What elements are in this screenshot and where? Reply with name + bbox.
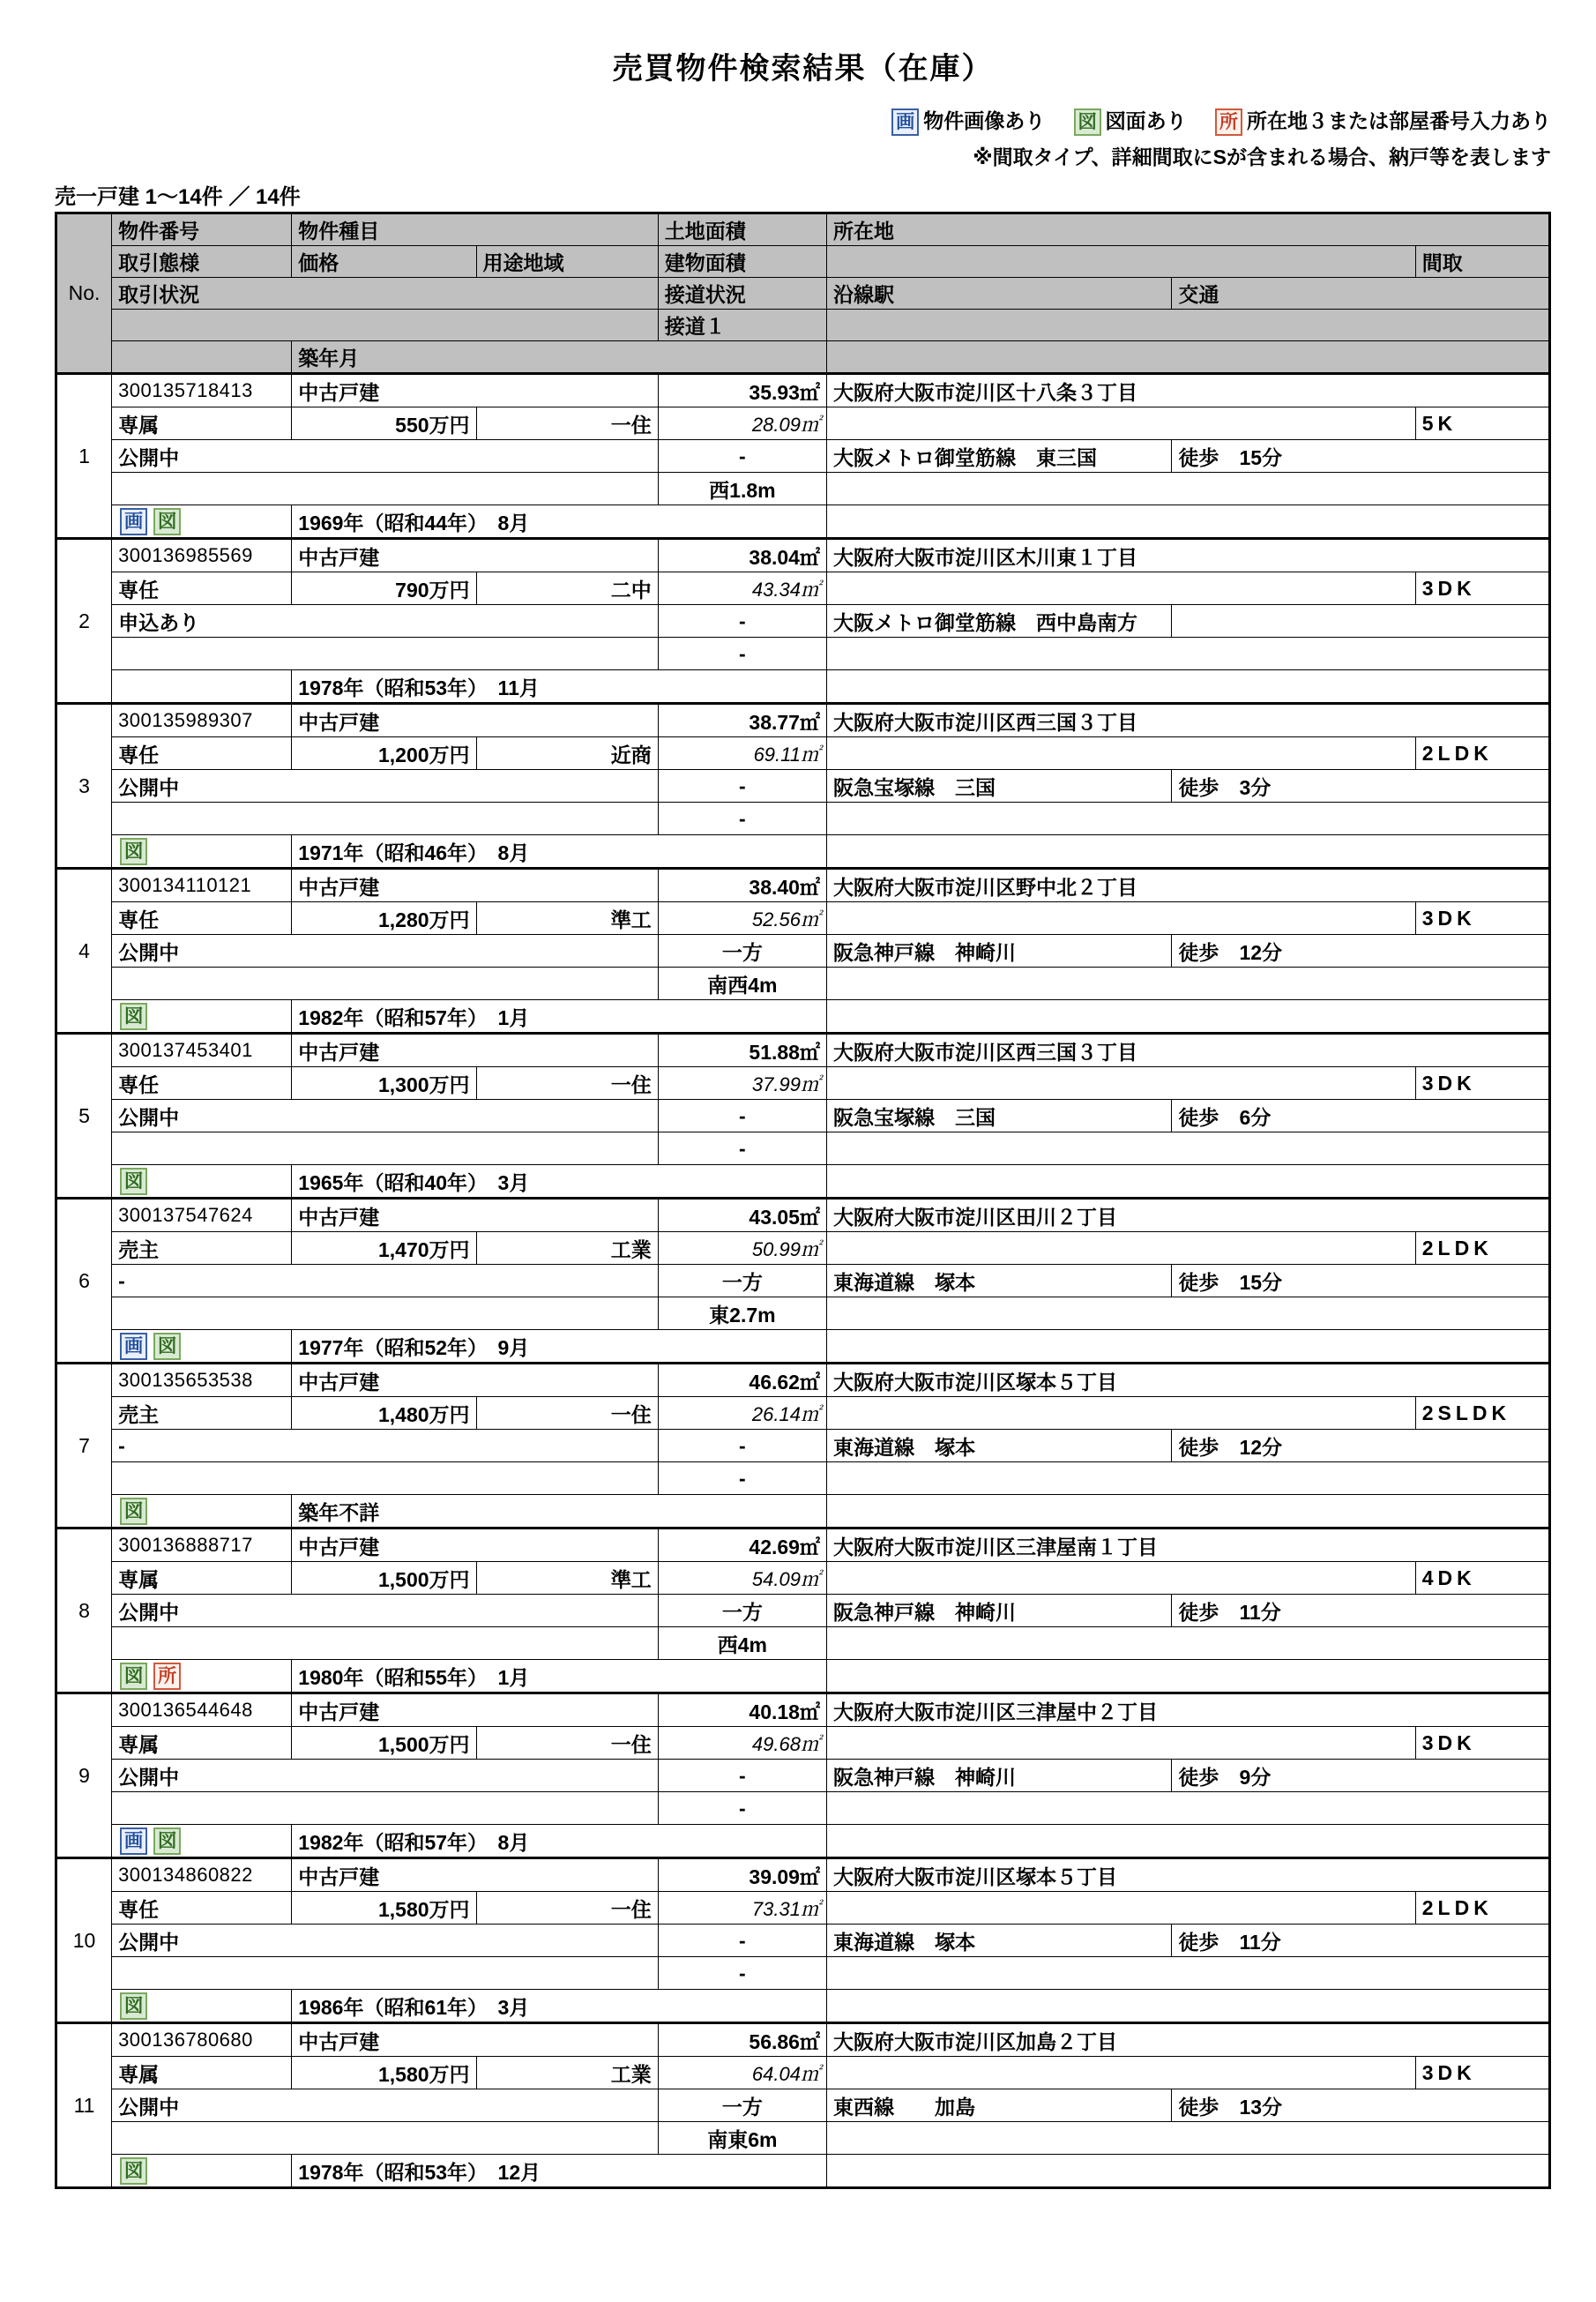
record-no-cell: 1 [56, 374, 112, 539]
building-area-cell: 69.11㎡ [658, 737, 826, 770]
drawing-icon: 図 [1074, 108, 1101, 136]
road-status-cell: - [658, 1925, 826, 1957]
property-image-icon: 画 [891, 108, 919, 136]
road-status-cell: 一方 [658, 1595, 826, 1627]
road1-cell: 南東6m [658, 2122, 826, 2155]
record-spacer [826, 902, 1415, 935]
property-type-cell: 中古戸建 [292, 869, 658, 902]
address-cell: 大阪府大阪市淀川区西三国３丁目 [826, 704, 1549, 737]
record-spacer [826, 670, 1549, 704]
zoning-cell: 一住 [476, 1892, 658, 1925]
record-spacer [826, 1132, 1549, 1165]
indicator-icons-cell [112, 1990, 292, 2023]
legend-item-drawing [1074, 109, 1192, 132]
land-area-cell: 38.04㎡ [658, 539, 826, 572]
transaction-status-cell: - [112, 1430, 659, 1462]
address-cell: 大阪府大阪市淀川区田川２丁目 [826, 1199, 1549, 1232]
road-status-cell: 一方 [658, 2089, 826, 2122]
transaction-style-cell: 専属 [112, 2057, 292, 2089]
address-entered-icon: 所 [1215, 108, 1242, 136]
page-title: 売買物件検索結果（在庫） [612, 52, 994, 86]
header-no: No. [56, 213, 112, 374]
property-type-cell: 中古戸建 [292, 1858, 658, 1892]
drawing-indicator-icon: 図 [120, 1003, 147, 1030]
building-area-cell: 28.09㎡ [658, 407, 826, 440]
header-transaction-status: 取引状況 [112, 278, 659, 310]
transaction-status-cell: - [112, 1265, 659, 1297]
property-record [56, 1858, 1550, 2023]
record-spacer [112, 1627, 659, 1660]
record-spacer [826, 407, 1415, 440]
zoning-cell: 工業 [476, 1232, 658, 1265]
transaction-status-cell: 公開中 [112, 440, 659, 473]
price-cell: 790万円 [292, 572, 476, 605]
record-no-cell: 9 [56, 1693, 112, 1858]
record-spacer [112, 1132, 659, 1165]
legend-note: ※間取タイプ、詳細間取にSが含まれる場合、納戸等を表します [973, 146, 1551, 169]
built-date-cell: 1978年（昭和53年） 12月 [292, 2155, 827, 2188]
property-number-cell: 300136780680 [112, 2023, 292, 2057]
building-area-cell: 37.99㎡ [658, 1067, 826, 1100]
line-station-cell: 阪急神戸線 神崎川 [826, 1760, 1171, 1792]
access-cell: 徒歩 3分 [1172, 770, 1550, 803]
drawing-indicator-icon: 図 [120, 1663, 147, 1690]
property-number-cell: 300137547624 [112, 1199, 292, 1232]
layout-cell: 3DK [1415, 1727, 1549, 1760]
record-spacer [112, 2122, 659, 2155]
record-spacer [826, 1957, 1549, 1990]
building-area-cell: 52.56㎡ [658, 902, 826, 935]
road-status-cell: - [658, 605, 826, 638]
property-record [56, 1364, 1550, 1528]
built-date-cell: 1982年（昭和57年） 8月 [292, 1825, 827, 1858]
built-date-cell: 1965年（昭和40年） 3月 [292, 1165, 827, 1199]
header-building-area: 建物面積 [658, 246, 826, 278]
property-number-cell: 300136985569 [112, 539, 292, 572]
property-type-cell: 中古戸建 [292, 1693, 658, 1727]
price-cell: 1,480万円 [292, 1397, 476, 1430]
property-type-cell: 中古戸建 [292, 1034, 658, 1067]
drawing-indicator-icon: 図 [120, 1992, 147, 2020]
property-number-cell: 300135718413 [112, 374, 292, 407]
line-station-cell: 阪急宝塚線 三国 [826, 1100, 1171, 1132]
line-station-cell: 東海道線 塚本 [826, 1265, 1171, 1297]
drawing-indicator-icon: 図 [153, 1827, 181, 1855]
transaction-style-cell: 専任 [112, 737, 292, 770]
transaction-status-cell: 公開中 [112, 1760, 659, 1792]
building-area-cell: 26.14㎡ [658, 1397, 826, 1430]
access-cell: 徒歩 11分 [1172, 1925, 1550, 1957]
land-area-cell: 40.18㎡ [658, 1693, 826, 1727]
transaction-status-cell: 公開中 [112, 935, 659, 968]
indicator-icons-cell [112, 670, 292, 704]
property-record [56, 1693, 1550, 1858]
land-area-cell: 46.62㎡ [658, 1364, 826, 1397]
record-spacer [826, 1165, 1549, 1199]
image-indicator-icon: 画 [120, 1333, 147, 1360]
property-record [56, 704, 1550, 869]
road-status-cell: - [658, 1100, 826, 1132]
price-cell: 550万円 [292, 407, 476, 440]
legend-drawing-label: 図面あり [1105, 109, 1187, 132]
header-road-status: 接道状況 [658, 278, 826, 310]
property-number-cell: 300134110121 [112, 869, 292, 902]
record-spacer [826, 1627, 1549, 1660]
layout-cell: 2LDK [1415, 1232, 1549, 1265]
header-property-number: 物件番号 [112, 213, 292, 246]
record-spacer [826, 1495, 1549, 1528]
legend-item-address [1215, 109, 1551, 132]
header-transaction-style: 取引態様 [112, 246, 292, 278]
access-cell: 徒歩 9分 [1172, 1760, 1550, 1792]
record-spacer [826, 2057, 1415, 2089]
transaction-status-cell: 公開中 [112, 770, 659, 803]
road-status-cell: - [658, 770, 826, 803]
building-area-cell: 64.04㎡ [658, 2057, 826, 2089]
property-number-cell: 300136544648 [112, 1693, 292, 1727]
line-station-cell: 阪急神戸線 神崎川 [826, 1595, 1171, 1627]
header-address: 所在地 [826, 213, 1549, 246]
record-no-cell: 7 [56, 1364, 112, 1528]
land-area-cell: 38.40㎡ [658, 869, 826, 902]
record-spacer [112, 1957, 659, 1990]
transaction-style-cell: 売主 [112, 1232, 292, 1265]
zoning-cell: 一住 [476, 1727, 658, 1760]
record-spacer [826, 1067, 1415, 1100]
zoning-cell: 近商 [476, 737, 658, 770]
building-area-cell: 50.99㎡ [658, 1232, 826, 1265]
built-date-cell: 1978年（昭和53年） 11月 [292, 670, 827, 704]
property-type-cell: 中古戸建 [292, 539, 658, 572]
header-zoning: 用途地域 [476, 246, 658, 278]
record-spacer [826, 1297, 1549, 1330]
indicator-icons-cell [112, 1330, 292, 1364]
price-cell: 1,500万円 [292, 1727, 476, 1760]
road1-cell: - [658, 1462, 826, 1495]
layout-cell: 3DK [1415, 572, 1549, 605]
report-body [55, 44, 1551, 2189]
price-cell: 1,300万円 [292, 1067, 476, 1100]
header-line-station: 沿線駅 [826, 278, 1171, 310]
record-no-cell: 11 [56, 2023, 112, 2188]
record-spacer [826, 1232, 1415, 1265]
legend-image-label: 物件画像あり [923, 109, 1046, 132]
record-spacer [826, 1892, 1415, 1925]
road-status-cell: 一方 [658, 935, 826, 968]
layout-cell: 4DK [1415, 1562, 1549, 1595]
price-cell: 1,280万円 [292, 902, 476, 935]
built-date-cell: 1971年（昭和46年） 8月 [292, 835, 827, 869]
drawing-indicator-icon: 図 [120, 1498, 147, 1525]
access-cell: 徒歩 15分 [1172, 1265, 1550, 1297]
record-no-cell: 8 [56, 1528, 112, 1693]
header-property-type: 物件種目 [292, 213, 658, 246]
property-number-cell: 300135653538 [112, 1364, 292, 1397]
header-spacer [112, 341, 292, 374]
zoning-cell: 工業 [476, 2057, 658, 2089]
access-cell: 徒歩 11分 [1172, 1595, 1550, 1627]
land-area-cell: 51.88㎡ [658, 1034, 826, 1067]
land-area-cell: 42.69㎡ [658, 1528, 826, 1562]
header-spacer [826, 341, 1549, 374]
address-cell: 大阪府大阪市淀川区西三国３丁目 [826, 1034, 1549, 1067]
zoning-cell: 一住 [476, 407, 658, 440]
property-record [56, 1528, 1550, 1693]
line-station-cell: 東海道線 塚本 [826, 1430, 1171, 1462]
record-spacer [112, 473, 659, 505]
indicator-icons-cell [112, 505, 292, 539]
land-area-cell: 43.05㎡ [658, 1199, 826, 1232]
access-cell: 徒歩 12分 [1172, 1430, 1550, 1462]
access-cell [1172, 605, 1550, 638]
record-no-cell: 4 [56, 869, 112, 1034]
road1-cell: 東2.7m [658, 1297, 826, 1330]
address-cell: 大阪府大阪市淀川区三津屋南１丁目 [826, 1528, 1549, 1562]
record-spacer [826, 1990, 1549, 2023]
zoning-cell: 二中 [476, 572, 658, 605]
layout-cell: 3DK [1415, 2057, 1549, 2089]
header-spacer [826, 310, 1549, 341]
road1-cell: - [658, 1957, 826, 1990]
address-cell: 大阪府大阪市淀川区野中北２丁目 [826, 869, 1549, 902]
price-cell: 1,580万円 [292, 2057, 476, 2089]
legend-item-image [891, 109, 1050, 132]
transaction-style-cell: 専任 [112, 1067, 292, 1100]
access-cell: 徒歩 12分 [1172, 935, 1550, 968]
land-area-cell: 56.86㎡ [658, 2023, 826, 2057]
line-station-cell: 阪急神戸線 神崎川 [826, 935, 1171, 968]
line-station-cell: 阪急宝塚線 三国 [826, 770, 1171, 803]
report-page [0, 44, 1596, 2302]
record-spacer [826, 2155, 1549, 2188]
layout-cell: 2LDK [1415, 1892, 1549, 1925]
line-station-cell: 大阪メトロ御堂筋線 西中島南方 [826, 605, 1171, 638]
access-cell: 徒歩 13分 [1172, 2089, 1550, 2122]
zoning-cell: 準工 [476, 902, 658, 935]
record-spacer [826, 1462, 1549, 1495]
record-spacer [826, 1562, 1415, 1595]
address-cell: 大阪府大阪市淀川区三津屋中２丁目 [826, 1693, 1549, 1727]
record-spacer [112, 1297, 659, 1330]
header-built: 築年月 [292, 341, 827, 374]
property-record [56, 1034, 1550, 1199]
built-date-cell: 1969年（昭和44年） 8月 [292, 505, 827, 539]
property-number-cell: 300136888717 [112, 1528, 292, 1562]
transaction-style-cell: 専任 [112, 1892, 292, 1925]
property-type-cell: 中古戸建 [292, 1199, 658, 1232]
property-number-cell: 300135989307 [112, 704, 292, 737]
property-record [56, 539, 1550, 704]
record-spacer [826, 968, 1549, 1000]
header-spacer [826, 246, 1415, 278]
layout-cell: 2SLDK [1415, 1397, 1549, 1430]
transaction-style-cell: 専属 [112, 1727, 292, 1760]
drawing-indicator-icon: 図 [120, 1168, 147, 1195]
access-cell: 徒歩 15分 [1172, 440, 1550, 473]
indicator-icons-cell [112, 835, 292, 869]
image-indicator-icon: 画 [120, 508, 147, 535]
record-no-cell: 5 [56, 1034, 112, 1199]
record-spacer [112, 638, 659, 670]
line-station-cell: 東西線 加島 [826, 2089, 1171, 2122]
address-cell: 大阪府大阪市淀川区塚本５丁目 [826, 1364, 1549, 1397]
transaction-status-cell: 公開中 [112, 1100, 659, 1132]
road1-cell: 西4m [658, 1627, 826, 1660]
line-station-cell: 大阪メトロ御堂筋線 東三国 [826, 440, 1171, 473]
property-record [56, 374, 1550, 539]
property-record [56, 2023, 1550, 2188]
land-area-cell: 39.09㎡ [658, 1858, 826, 1892]
layout-cell: 5K [1415, 407, 1549, 440]
header-access: 交通 [1172, 278, 1550, 310]
record-spacer [826, 803, 1549, 835]
price-cell: 1,470万円 [292, 1232, 476, 1265]
transaction-style-cell: 売主 [112, 1397, 292, 1430]
property-type-cell: 中古戸建 [292, 704, 658, 737]
road1-cell: - [658, 1792, 826, 1825]
property-type-cell: 中古戸建 [292, 2023, 658, 2057]
transaction-style-cell: 専属 [112, 407, 292, 440]
record-spacer [826, 1792, 1549, 1825]
transaction-style-cell: 専任 [112, 572, 292, 605]
road-status-cell: - [658, 440, 826, 473]
legend-address-label: 所在地３または部屋番号入力あり [1247, 109, 1551, 132]
record-no-cell: 2 [56, 539, 112, 704]
address-indicator-icon: 所 [153, 1663, 181, 1690]
road1-cell: - [658, 1132, 826, 1165]
record-spacer [826, 1000, 1549, 1034]
road-status-cell: - [658, 1430, 826, 1462]
record-spacer [112, 1462, 659, 1495]
address-cell: 大阪府大阪市淀川区木川東１丁目 [826, 539, 1549, 572]
record-spacer [826, 1397, 1415, 1430]
building-area-cell: 49.68㎡ [658, 1727, 826, 1760]
record-spacer [826, 1330, 1549, 1364]
property-number-cell: 300134860822 [112, 1858, 292, 1892]
legend [55, 105, 1551, 136]
indicator-icons-cell [112, 1660, 292, 1693]
road1-cell: - [658, 803, 826, 835]
road1-cell: 西1.8m [658, 473, 826, 505]
building-area-cell: 73.31㎡ [658, 1892, 826, 1925]
header-land-area: 土地面積 [658, 213, 826, 246]
road1-cell: - [658, 638, 826, 670]
address-cell: 大阪府大阪市淀川区加島２丁目 [826, 2023, 1549, 2057]
built-date-cell: 1982年（昭和57年） 1月 [292, 1000, 827, 1034]
header-price: 価格 [292, 246, 476, 278]
header-spacer [112, 310, 659, 341]
road-status-cell: - [658, 1760, 826, 1792]
building-area-cell: 43.34㎡ [658, 572, 826, 605]
indicator-icons-cell [112, 1165, 292, 1199]
price-cell: 1,200万円 [292, 737, 476, 770]
record-spacer [826, 1660, 1549, 1693]
property-number-cell: 300137453401 [112, 1034, 292, 1067]
indicator-icons-cell [112, 1495, 292, 1528]
record-spacer [826, 505, 1549, 539]
price-cell: 1,500万円 [292, 1562, 476, 1595]
drawing-indicator-icon: 図 [120, 838, 147, 865]
access-cell: 徒歩 6分 [1172, 1100, 1550, 1132]
results-table [55, 212, 1551, 2189]
line-station-cell: 東海道線 塚本 [826, 1925, 1171, 1957]
layout-cell: 3DK [1415, 902, 1549, 935]
record-spacer [826, 473, 1549, 505]
built-date-cell: 1977年（昭和52年） 9月 [292, 1330, 827, 1364]
record-spacer [826, 737, 1415, 770]
transaction-status-cell: 公開中 [112, 2089, 659, 2122]
record-spacer [112, 1792, 659, 1825]
record-spacer [112, 968, 659, 1000]
header-layout: 間取 [1415, 246, 1549, 278]
price-cell: 1,580万円 [292, 1892, 476, 1925]
record-no-cell: 10 [56, 1858, 112, 2023]
record-spacer [826, 1825, 1549, 1858]
built-date-cell: 1980年（昭和55年） 1月 [292, 1660, 827, 1693]
result-count: 売一戸建 1～14件 ／ 14件 [55, 185, 301, 210]
road-status-cell: 一方 [658, 1265, 826, 1297]
record-spacer [826, 638, 1549, 670]
transaction-style-cell: 専属 [112, 1562, 292, 1595]
record-no-cell: 3 [56, 704, 112, 869]
transaction-status-cell: 公開中 [112, 1595, 659, 1627]
transaction-status-cell: 申込あり [112, 605, 659, 638]
address-cell: 大阪府大阪市淀川区十八条３丁目 [826, 374, 1549, 407]
record-spacer [112, 803, 659, 835]
transaction-style-cell: 専任 [112, 902, 292, 935]
drawing-indicator-icon: 図 [153, 1333, 181, 1360]
image-indicator-icon: 画 [120, 1827, 147, 1855]
built-date-cell: 1986年（昭和61年） 3月 [292, 1990, 827, 2023]
record-no-cell: 6 [56, 1199, 112, 1364]
road1-cell: 南西4m [658, 968, 826, 1000]
address-cell: 大阪府大阪市淀川区塚本５丁目 [826, 1858, 1549, 1892]
record-spacer [826, 1727, 1415, 1760]
header-road1: 接道１ [658, 310, 826, 341]
table-header [56, 213, 1550, 374]
record-spacer [826, 2122, 1549, 2155]
indicator-icons-cell [112, 2155, 292, 2188]
drawing-indicator-icon: 図 [120, 2157, 147, 2185]
property-type-cell: 中古戸建 [292, 1364, 658, 1397]
zoning-cell: 準工 [476, 1562, 658, 1595]
layout-cell: 2LDK [1415, 737, 1549, 770]
layout-cell: 3DK [1415, 1067, 1549, 1100]
property-type-cell: 中古戸建 [292, 374, 658, 407]
land-area-cell: 35.93㎡ [658, 374, 826, 407]
indicator-icons-cell [112, 1000, 292, 1034]
transaction-status-cell: 公開中 [112, 1925, 659, 1957]
property-record [56, 1199, 1550, 1364]
property-record [56, 869, 1550, 1034]
zoning-cell: 一住 [476, 1397, 658, 1430]
indicator-icons-cell [112, 1825, 292, 1858]
property-type-cell: 中古戸建 [292, 1528, 658, 1562]
zoning-cell: 一住 [476, 1067, 658, 1100]
record-spacer [826, 572, 1415, 605]
drawing-indicator-icon: 図 [153, 508, 181, 535]
land-area-cell: 38.77㎡ [658, 704, 826, 737]
building-area-cell: 54.09㎡ [658, 1562, 826, 1595]
record-spacer [826, 835, 1549, 869]
built-date-cell: 築年不詳 [292, 1495, 827, 1528]
